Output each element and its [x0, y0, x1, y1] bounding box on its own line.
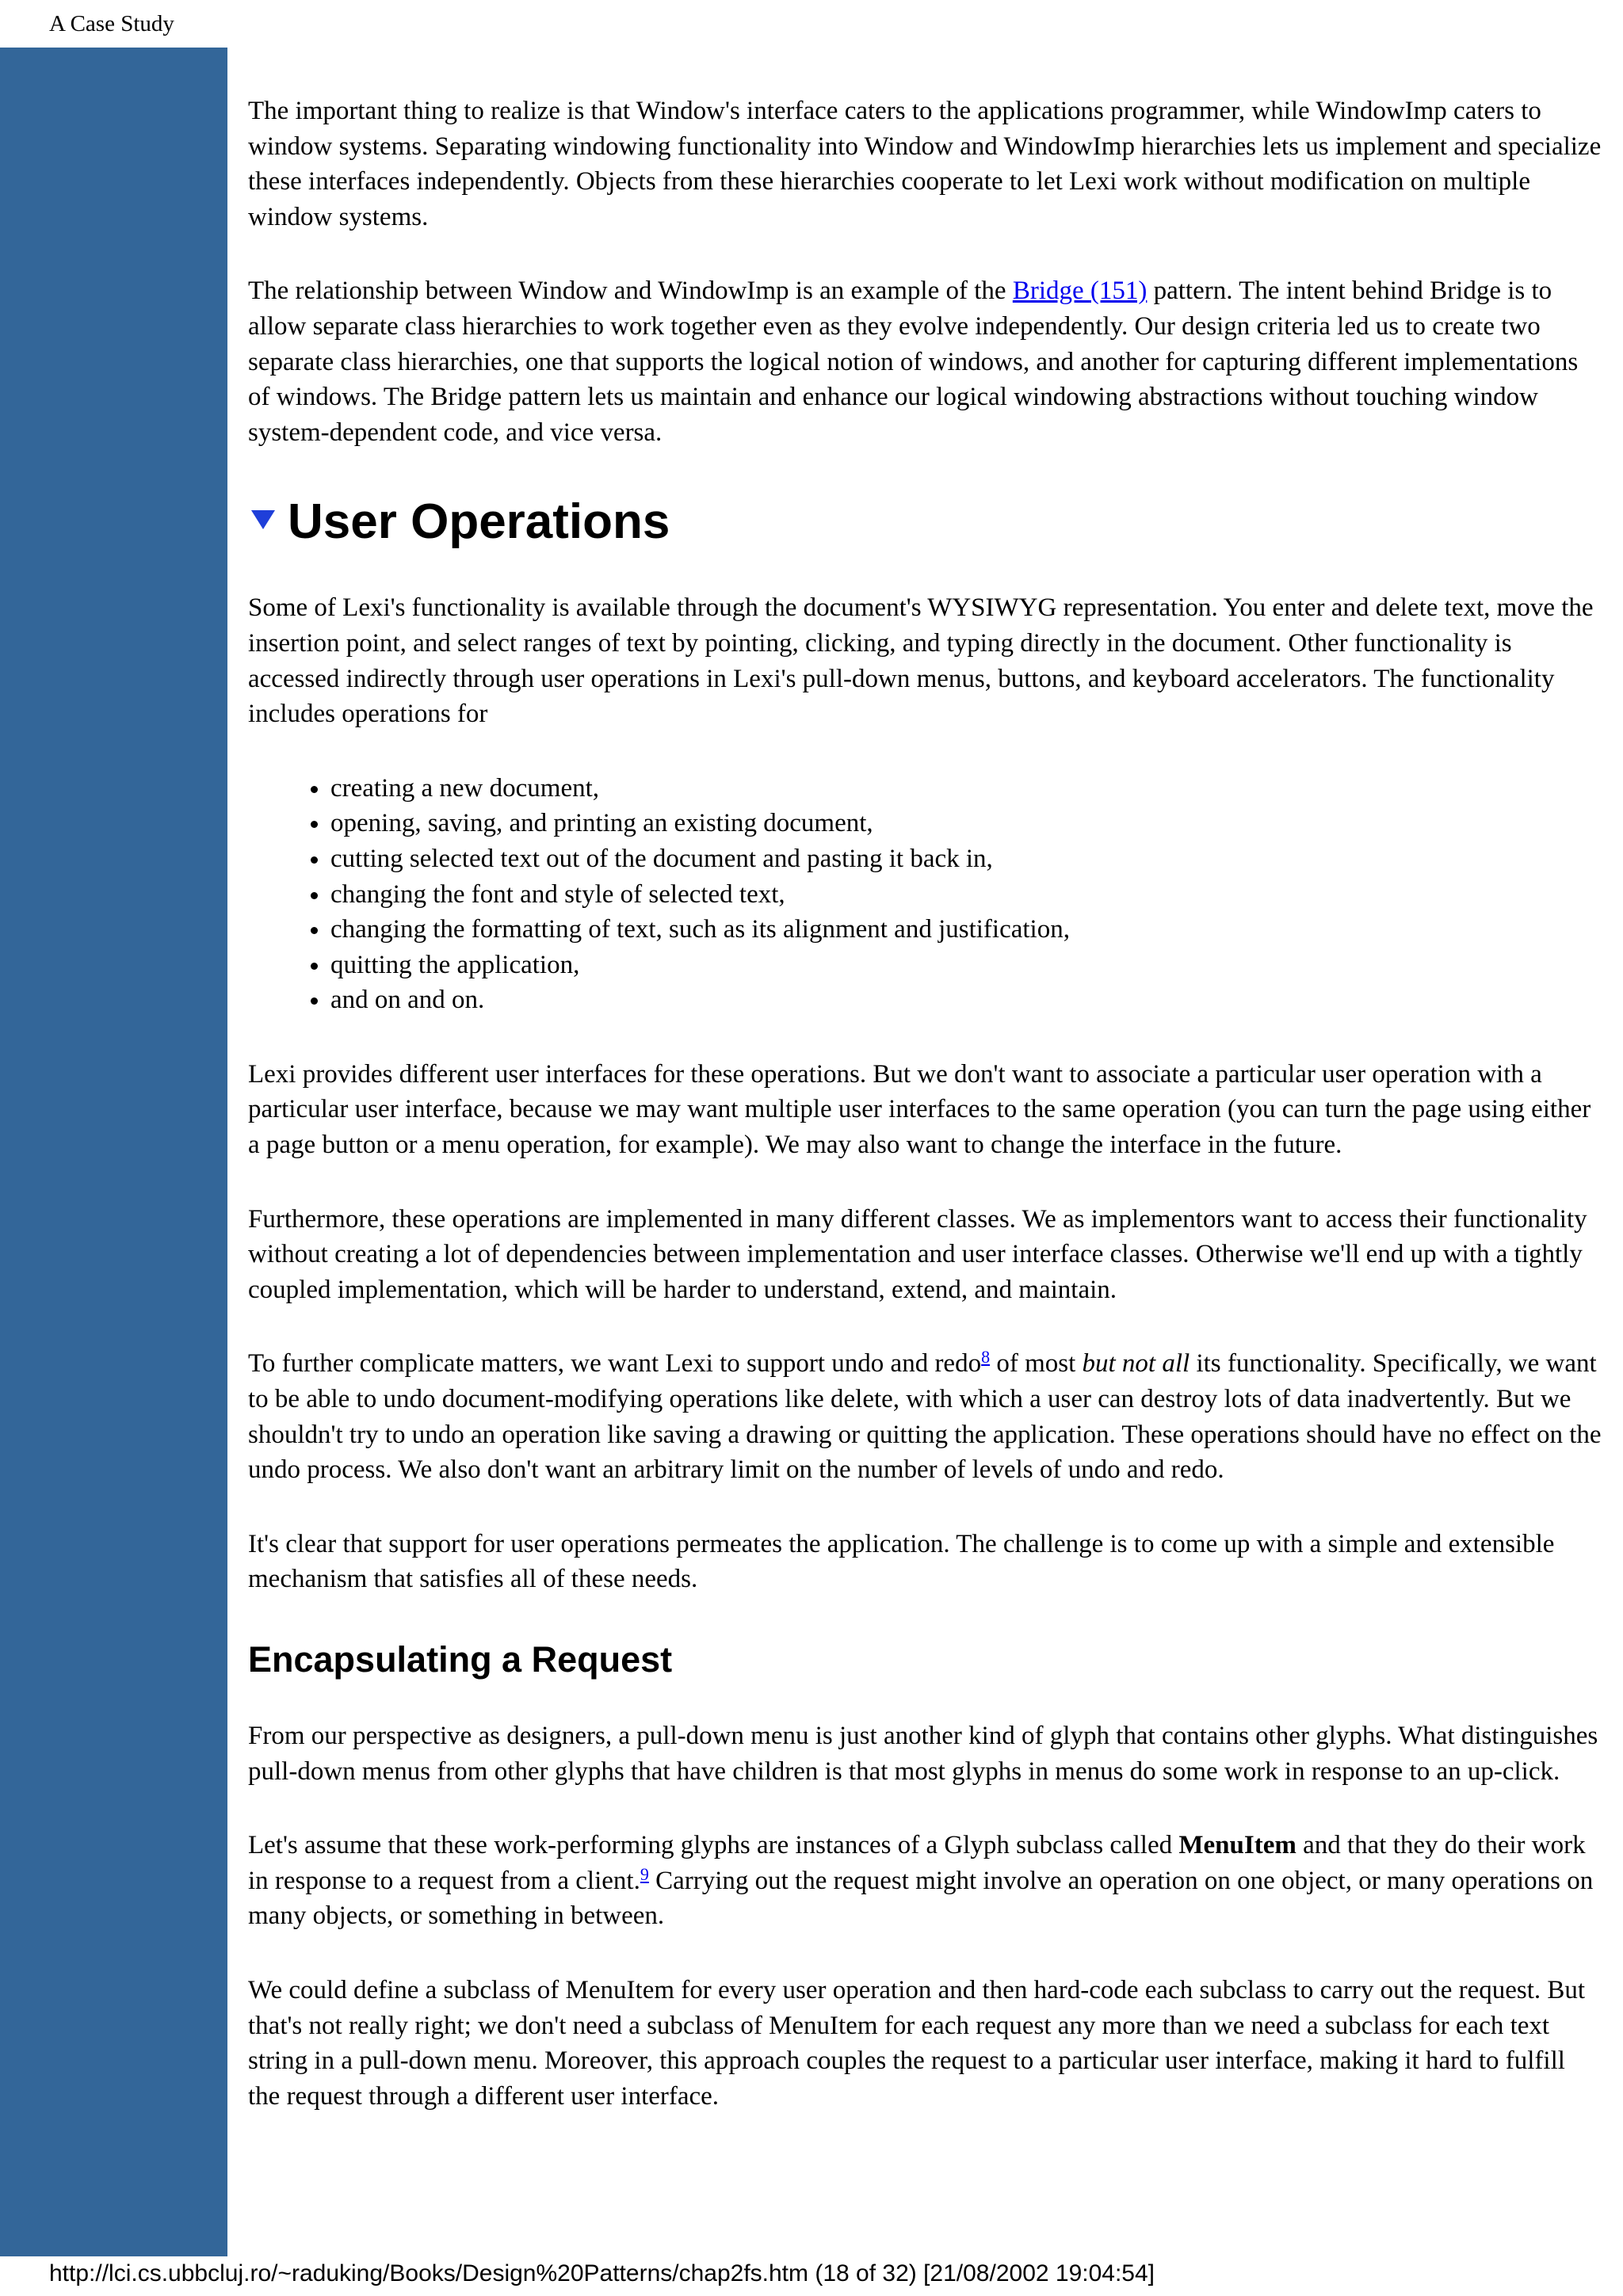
list-item: • opening, saving, and printing an existing document, [330, 806, 1603, 841]
list-item: • quitting the application, [330, 948, 1603, 983]
paragraph-text: The relationship between Window and WindowImp is an example of the [248, 277, 1013, 306]
triangle-down-icon[interactable] [248, 501, 278, 543]
paragraph-text: To further complicate matters, we want Lexi to support undo and redo [248, 1349, 982, 1379]
sidebar [0, 48, 227, 2256]
paragraph: The important thing to realize is that Window's interface caters to the applications programmer, while WindowImp caters to window systems. Separating windowing functionality into Window and WindowImp hierarchies lets us implement and specialize these interfaces independently. Objects from these hierarchies cooperate to let Lexi work without modification on multiple window systems. [248, 97, 1602, 231]
paragraph: Lexi provides different user interfaces for these operations. But we don't want to associate a particular user operation with a particular user interface, because we may want multiple user interfaces to the same operation (you can turn the page using either a page button or a menu operation, for example). We may also want to change the interface in the future. [248, 1059, 1591, 1160]
list-item: • creating a new document, [330, 771, 1603, 807]
paragraph-text: Carrying out the request might involve an operation on one object, or many operations on many objects, or something in between. [248, 1866, 1594, 1931]
footnote-9-link[interactable]: 9 [640, 1863, 649, 1884]
section-heading-text: User Operations [288, 494, 670, 550]
list-item: • cutting selected text out of the document and pasting it back in, [330, 841, 1603, 877]
paragraph-text: its functionality. Specifically, we want to be able to undo document-modifying operations like delete, with which a user can destroy lots of data inadvertently. But we shouldn't try to undo an operation like saving a drawing or quitting the application. These operations should have no effect on the undo process. We also don't want an arbitrary limit on the number of levels of undo and redo. [248, 1349, 1602, 1485]
paragraph-text: Let's assume that these work-performing glyphs are instances of a Glyph subclass called [248, 1831, 1179, 1860]
list-item: • and on and on. [330, 982, 1603, 1018]
paragraph-text: of most [990, 1349, 1083, 1379]
paragraph: Furthermore, these operations are implemented in many different classes. We as implementors want to access their functionality without creating a lot of dependencies between implementation and user interface classes. Otherwise we'll end up with a tightly coupled implementation, which will be harder to understand, extend, and maintain. [248, 1204, 1587, 1304]
paragraph-text: and that they do their work in response to a request from a client. [248, 1831, 1586, 1895]
document-content [248, 93, 1603, 2153]
bold-term: MenuItem [1178, 1831, 1296, 1860]
paragraph [248, 273, 1603, 450]
section-heading [248, 489, 1603, 555]
paragraph: We could define a subclass of MenuItem for every user operation and then hard-code each subclass to carry out the request. But that's not really right; we don't need a subclass of MenuItem for each request any more than we need a subclass for each text string in a pull-down menu. Moreover, this approach couples the request to a particular user interface, making it hard to fulfill the request through a different user interface. [248, 1975, 1586, 2111]
top-bar [0, 0, 1623, 48]
paragraph-text: pattern. The intent behind Bridge is to allow separate class hierarchies to work together even as they evolve independently. Our design criteria led us to create two separate class hierarchies, one that supports the logical notion of windows, and another for capturing different implementations of windows. The Bridge pattern lets us maintain and enhance our logical windowing abstractions without touching window system-dependent code, and vice versa. [248, 277, 1579, 447]
paragraph [248, 1346, 1603, 1487]
paragraph: From our perspective as designers, a pull-down menu is just another kind of glyph that contains other glyphs. What distinguishes pull-down menus from other glyphs that have children is that most glyphs in menus do some work in response to an up-click. [248, 1722, 1598, 1786]
paragraph: Some of Lexi's functionality is available through the document's WYSIWYG representation. You enter and delete text, move the insertion point, and select ranges of text by pointing, clicking, and typing directly in the document. Other functionality is accessed indirectly through user operations in Lexi's pull-down menus, buttons, and keyboard accelerators. The functionality includes operations for [248, 593, 1594, 729]
emphasis-text: but not all [1082, 1349, 1190, 1379]
list-item: • changing the font and style of selected text, [330, 877, 1603, 913]
footnote-8-link[interactable]: 8 [981, 1347, 991, 1367]
page-title: A Case Study [49, 11, 174, 36]
paragraph: It's clear that support for user operations permeates the application. The challenge is to come up with a simple and extensible mechanism that satisfies all of these needs. [248, 1529, 1555, 1594]
subsection-heading: Encapsulating a Request [248, 1639, 673, 1680]
bridge-link[interactable]: Bridge (151) [1012, 277, 1148, 306]
footer-url: http://lci.cs.ubbcluj.ro/~raduking/Books/Design%20Patterns/chap2fs.htm (18 of 32) [21/08/2002 19:04:54] [49, 2260, 1155, 2286]
operations-list [248, 771, 1603, 1018]
list-item: • changing the formatting of text, such as its alignment and justification, [330, 912, 1603, 948]
paragraph [248, 1828, 1603, 1934]
